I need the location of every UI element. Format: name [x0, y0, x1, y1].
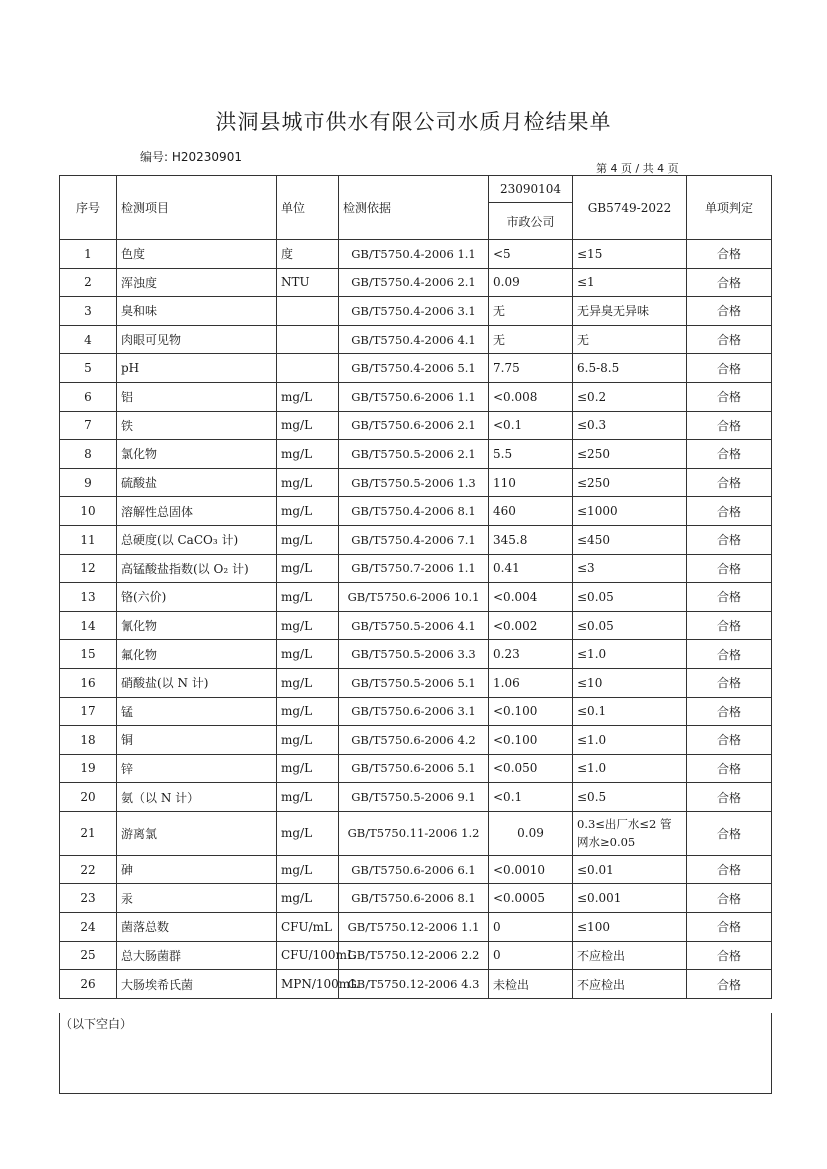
- table-header-row: [60, 176, 772, 203]
- cell-limit: ≤15: [573, 240, 687, 269]
- cell-item: pH: [117, 354, 277, 383]
- table-row: [60, 525, 772, 554]
- cell-result: <0.008: [489, 382, 573, 411]
- table-row: [60, 554, 772, 583]
- page-indicator: 第 4 页 / 共 4 页: [596, 162, 679, 175]
- cell-unit: mg/L: [277, 497, 339, 526]
- table-row: [60, 855, 772, 884]
- table-row: [60, 468, 772, 497]
- header-verdict: 单项判定: [687, 176, 772, 240]
- cell-basis: GB/T5750.6-2006 4.2: [339, 726, 489, 755]
- cell-basis: GB/T5750.6-2006 8.1: [339, 884, 489, 913]
- cell-item: 色度: [117, 240, 277, 269]
- cell-unit: mg/L: [277, 811, 339, 855]
- cell-unit: CFU/100mL: [277, 941, 339, 970]
- cell-no: 16: [60, 668, 117, 697]
- cell-verdict: 合格: [687, 240, 772, 269]
- cell-result: 460: [489, 497, 573, 526]
- cell-verdict: 合格: [687, 583, 772, 612]
- cell-basis: GB/T5750.12-2006 2.2: [339, 941, 489, 970]
- cell-unit: mg/L: [277, 554, 339, 583]
- cell-item: 肉眼可见物: [117, 325, 277, 354]
- cell-basis: GB/T5750.7-2006 1.1: [339, 554, 489, 583]
- cell-no: 5: [60, 354, 117, 383]
- cell-no: 7: [60, 411, 117, 440]
- cell-no: 6: [60, 382, 117, 411]
- table-row: [60, 611, 772, 640]
- table-row: [60, 726, 772, 755]
- cell-basis: GB/T5750.5-2006 2.1: [339, 440, 489, 469]
- table-row: [60, 754, 772, 783]
- table-row: [60, 811, 772, 855]
- cell-verdict: 合格: [687, 855, 772, 884]
- cell-unit: NTU: [277, 268, 339, 297]
- cell-item: 总硬度(以 CaCO₃ 计): [117, 525, 277, 554]
- cell-no: 20: [60, 783, 117, 812]
- cell-basis: GB/T5750.4-2006 5.1: [339, 354, 489, 383]
- cell-item: 锌: [117, 754, 277, 783]
- cell-limit: ≤1.0: [573, 640, 687, 669]
- cell-basis: GB/T5750.6-2006 3.1: [339, 697, 489, 726]
- cell-unit: mg/L: [277, 583, 339, 612]
- cell-verdict: 合格: [687, 525, 772, 554]
- header-sample-code: 23090104: [489, 176, 573, 203]
- cell-result: 0: [489, 913, 573, 942]
- cell-unit: mg/L: [277, 440, 339, 469]
- header-basis: 检测依据: [339, 176, 489, 240]
- cell-limit: ≤0.001: [573, 884, 687, 913]
- table-row: [60, 913, 772, 942]
- table-row: [60, 583, 772, 612]
- cell-item: 砷: [117, 855, 277, 884]
- cell-no: 15: [60, 640, 117, 669]
- header-standard: GB5749-2022: [573, 176, 687, 240]
- cell-item: 氟化物: [117, 640, 277, 669]
- cell-unit: mg/L: [277, 726, 339, 755]
- table-row: [60, 783, 772, 812]
- cell-item: 菌落总数: [117, 913, 277, 942]
- cell-verdict: 合格: [687, 754, 772, 783]
- cell-item: 硫酸盐: [117, 468, 277, 497]
- document-number: 编号: H20230901: [140, 150, 242, 164]
- cell-unit: [277, 325, 339, 354]
- cell-no: 10: [60, 497, 117, 526]
- cell-limit: ≤0.05: [573, 611, 687, 640]
- cell-basis: GB/T5750.6-2006 1.1: [339, 382, 489, 411]
- cell-verdict: 合格: [687, 611, 772, 640]
- cell-verdict: 合格: [687, 554, 772, 583]
- cell-basis: GB/T5750.4-2006 3.1: [339, 297, 489, 326]
- cell-unit: mg/L: [277, 640, 339, 669]
- cell-item: 锰: [117, 697, 277, 726]
- cell-limit: ≤0.2: [573, 382, 687, 411]
- cell-verdict: 合格: [687, 970, 772, 999]
- cell-result: <0.1: [489, 783, 573, 812]
- cell-no: 2: [60, 268, 117, 297]
- cell-limit: ≤0.05: [573, 583, 687, 612]
- table-row: [60, 884, 772, 913]
- cell-basis: GB/T5750.5-2006 9.1: [339, 783, 489, 812]
- cell-result: 0.41: [489, 554, 573, 583]
- table-row: [60, 970, 772, 999]
- table-body: [60, 240, 772, 999]
- cell-verdict: 合格: [687, 468, 772, 497]
- cell-result: <0.004: [489, 583, 573, 612]
- cell-result: 5.5: [489, 440, 573, 469]
- cell-unit: mg/L: [277, 611, 339, 640]
- header-item: 检测项目: [117, 176, 277, 240]
- cell-result: 无: [489, 297, 573, 326]
- table-row: [60, 497, 772, 526]
- cell-limit: ≤0.5: [573, 783, 687, 812]
- header-sample-site: 市政公司: [489, 203, 573, 240]
- cell-result: <5: [489, 240, 573, 269]
- cell-limit: ≤10: [573, 668, 687, 697]
- cell-basis: GB/T5750.6-2006 10.1: [339, 583, 489, 612]
- cell-item: 游离氯: [117, 811, 277, 855]
- cell-no: 17: [60, 697, 117, 726]
- cell-unit: MPN/100mL: [277, 970, 339, 999]
- cell-verdict: 合格: [687, 354, 772, 383]
- table-row: [60, 354, 772, 383]
- cell-unit: CFU/mL: [277, 913, 339, 942]
- cell-item: 铝: [117, 382, 277, 411]
- cell-limit: 0.3≤出厂水≤2 管网水≥0.05: [573, 811, 687, 855]
- header-no: 序号: [60, 176, 117, 240]
- table-row: [60, 268, 772, 297]
- cell-no: 12: [60, 554, 117, 583]
- blank-area: [59, 1013, 772, 1094]
- cell-result: 未检出: [489, 970, 573, 999]
- cell-item: 高锰酸盐指数(以 O₂ 计): [117, 554, 277, 583]
- cell-basis: GB/T5750.4-2006 4.1: [339, 325, 489, 354]
- cell-limit: 无: [573, 325, 687, 354]
- cell-item: 总大肠菌群: [117, 941, 277, 970]
- cell-unit: [277, 354, 339, 383]
- cell-unit: mg/L: [277, 884, 339, 913]
- cell-no: 18: [60, 726, 117, 755]
- cell-result: <0.002: [489, 611, 573, 640]
- cell-verdict: 合格: [687, 783, 772, 812]
- cell-verdict: 合格: [687, 325, 772, 354]
- cell-item: 浑浊度: [117, 268, 277, 297]
- cell-item: 氨（以 N 计）: [117, 783, 277, 812]
- cell-result: 0.23: [489, 640, 573, 669]
- table-row: [60, 697, 772, 726]
- cell-verdict: 合格: [687, 668, 772, 697]
- cell-unit: mg/L: [277, 382, 339, 411]
- cell-result: <0.100: [489, 697, 573, 726]
- cell-no: 14: [60, 611, 117, 640]
- cell-unit: mg/L: [277, 697, 339, 726]
- cell-unit: mg/L: [277, 525, 339, 554]
- cell-unit: mg/L: [277, 783, 339, 812]
- cell-unit: [277, 297, 339, 326]
- cell-limit: ≤1000: [573, 497, 687, 526]
- cell-verdict: 合格: [687, 411, 772, 440]
- cell-result: <0.0010: [489, 855, 573, 884]
- cell-unit: mg/L: [277, 668, 339, 697]
- cell-item: 汞: [117, 884, 277, 913]
- cell-limit: 不应检出: [573, 941, 687, 970]
- cell-no: 13: [60, 583, 117, 612]
- cell-no: 23: [60, 884, 117, 913]
- cell-unit: mg/L: [277, 468, 339, 497]
- cell-result: 0.09: [489, 811, 573, 855]
- cell-verdict: 合格: [687, 268, 772, 297]
- cell-verdict: 合格: [687, 440, 772, 469]
- cell-basis: GB/T5750.6-2006 5.1: [339, 754, 489, 783]
- cell-basis: GB/T5750.5-2006 5.1: [339, 668, 489, 697]
- cell-limit: ≤250: [573, 468, 687, 497]
- cell-limit: ≤1: [573, 268, 687, 297]
- cell-basis: GB/T5750.6-2006 2.1: [339, 411, 489, 440]
- document-title: 洪洞县城市供水有限公司水质月检结果单: [215, 110, 612, 134]
- cell-no: 19: [60, 754, 117, 783]
- cell-no: 3: [60, 297, 117, 326]
- cell-verdict: 合格: [687, 640, 772, 669]
- cell-item: 铁: [117, 411, 277, 440]
- cell-no: 4: [60, 325, 117, 354]
- cell-unit: mg/L: [277, 855, 339, 884]
- cell-no: 9: [60, 468, 117, 497]
- cell-verdict: 合格: [687, 382, 772, 411]
- cell-result: <0.1: [489, 411, 573, 440]
- cell-no: 25: [60, 941, 117, 970]
- cell-result: <0.050: [489, 754, 573, 783]
- cell-verdict: 合格: [687, 297, 772, 326]
- cell-unit: mg/L: [277, 411, 339, 440]
- cell-item: 氯化物: [117, 440, 277, 469]
- cell-verdict: 合格: [687, 884, 772, 913]
- cell-verdict: 合格: [687, 913, 772, 942]
- cell-basis: GB/T5750.5-2006 1.3: [339, 468, 489, 497]
- cell-result: 0.09: [489, 268, 573, 297]
- table-row: [60, 325, 772, 354]
- cell-verdict: 合格: [687, 697, 772, 726]
- cell-basis: GB/T5750.4-2006 7.1: [339, 525, 489, 554]
- cell-limit: ≤1.0: [573, 726, 687, 755]
- cell-basis: GB/T5750.6-2006 6.1: [339, 855, 489, 884]
- cell-result: 7.75: [489, 354, 573, 383]
- cell-result: 0: [489, 941, 573, 970]
- cell-basis: GB/T5750.4-2006 8.1: [339, 497, 489, 526]
- cell-limit: ≤3: [573, 554, 687, 583]
- cell-basis: GB/T5750.4-2006 1.1: [339, 240, 489, 269]
- table-row: [60, 382, 772, 411]
- table-row: [60, 440, 772, 469]
- cell-limit: 6.5-8.5: [573, 354, 687, 383]
- cell-item: 氰化物: [117, 611, 277, 640]
- cell-no: 22: [60, 855, 117, 884]
- cell-result: <0.100: [489, 726, 573, 755]
- cell-item: 溶解性总固体: [117, 497, 277, 526]
- cell-item: 硝酸盐(以 N 计): [117, 668, 277, 697]
- cell-basis: GB/T5750.5-2006 3.3: [339, 640, 489, 669]
- table-row: [60, 640, 772, 669]
- cell-result: 110: [489, 468, 573, 497]
- header-unit: 单位: [277, 176, 339, 240]
- cell-no: 8: [60, 440, 117, 469]
- cell-basis: GB/T5750.12-2006 1.1: [339, 913, 489, 942]
- cell-item: 臭和味: [117, 297, 277, 326]
- cell-result: 1.06: [489, 668, 573, 697]
- table-row: [60, 297, 772, 326]
- cell-basis: GB/T5750.5-2006 4.1: [339, 611, 489, 640]
- table-row: [60, 411, 772, 440]
- cell-basis: GB/T5750.12-2006 4.3: [339, 970, 489, 999]
- cell-verdict: 合格: [687, 497, 772, 526]
- cell-unit: 度: [277, 240, 339, 269]
- cell-limit: ≤1.0: [573, 754, 687, 783]
- cell-basis: GB/T5750.11-2006 1.2: [339, 811, 489, 855]
- cell-limit: ≤0.1: [573, 697, 687, 726]
- cell-verdict: 合格: [687, 811, 772, 855]
- cell-limit: ≤0.01: [573, 855, 687, 884]
- cell-verdict: 合格: [687, 941, 772, 970]
- cell-limit: ≤0.3: [573, 411, 687, 440]
- cell-no: 24: [60, 913, 117, 942]
- cell-item: 铜: [117, 726, 277, 755]
- cell-no: 21: [60, 811, 117, 855]
- cell-limit: ≤450: [573, 525, 687, 554]
- cell-item: 大肠埃希氏菌: [117, 970, 277, 999]
- table-row: [60, 668, 772, 697]
- cell-limit: 不应检出: [573, 970, 687, 999]
- cell-limit: ≤250: [573, 440, 687, 469]
- footer-note: （以下空白）: [60, 1017, 133, 1031]
- cell-basis: GB/T5750.4-2006 2.1: [339, 268, 489, 297]
- results-table: [59, 175, 772, 999]
- cell-limit: ≤100: [573, 913, 687, 942]
- cell-item: 铬(六价): [117, 583, 277, 612]
- table-row: [60, 240, 772, 269]
- cell-no: 1: [60, 240, 117, 269]
- cell-no: 26: [60, 970, 117, 999]
- cell-result: 345.8: [489, 525, 573, 554]
- cell-unit: mg/L: [277, 754, 339, 783]
- cell-result: 无: [489, 325, 573, 354]
- cell-limit: 无异臭无异味: [573, 297, 687, 326]
- cell-result: <0.0005: [489, 884, 573, 913]
- cell-no: 11: [60, 525, 117, 554]
- cell-verdict: 合格: [687, 726, 772, 755]
- table-row: [60, 941, 772, 970]
